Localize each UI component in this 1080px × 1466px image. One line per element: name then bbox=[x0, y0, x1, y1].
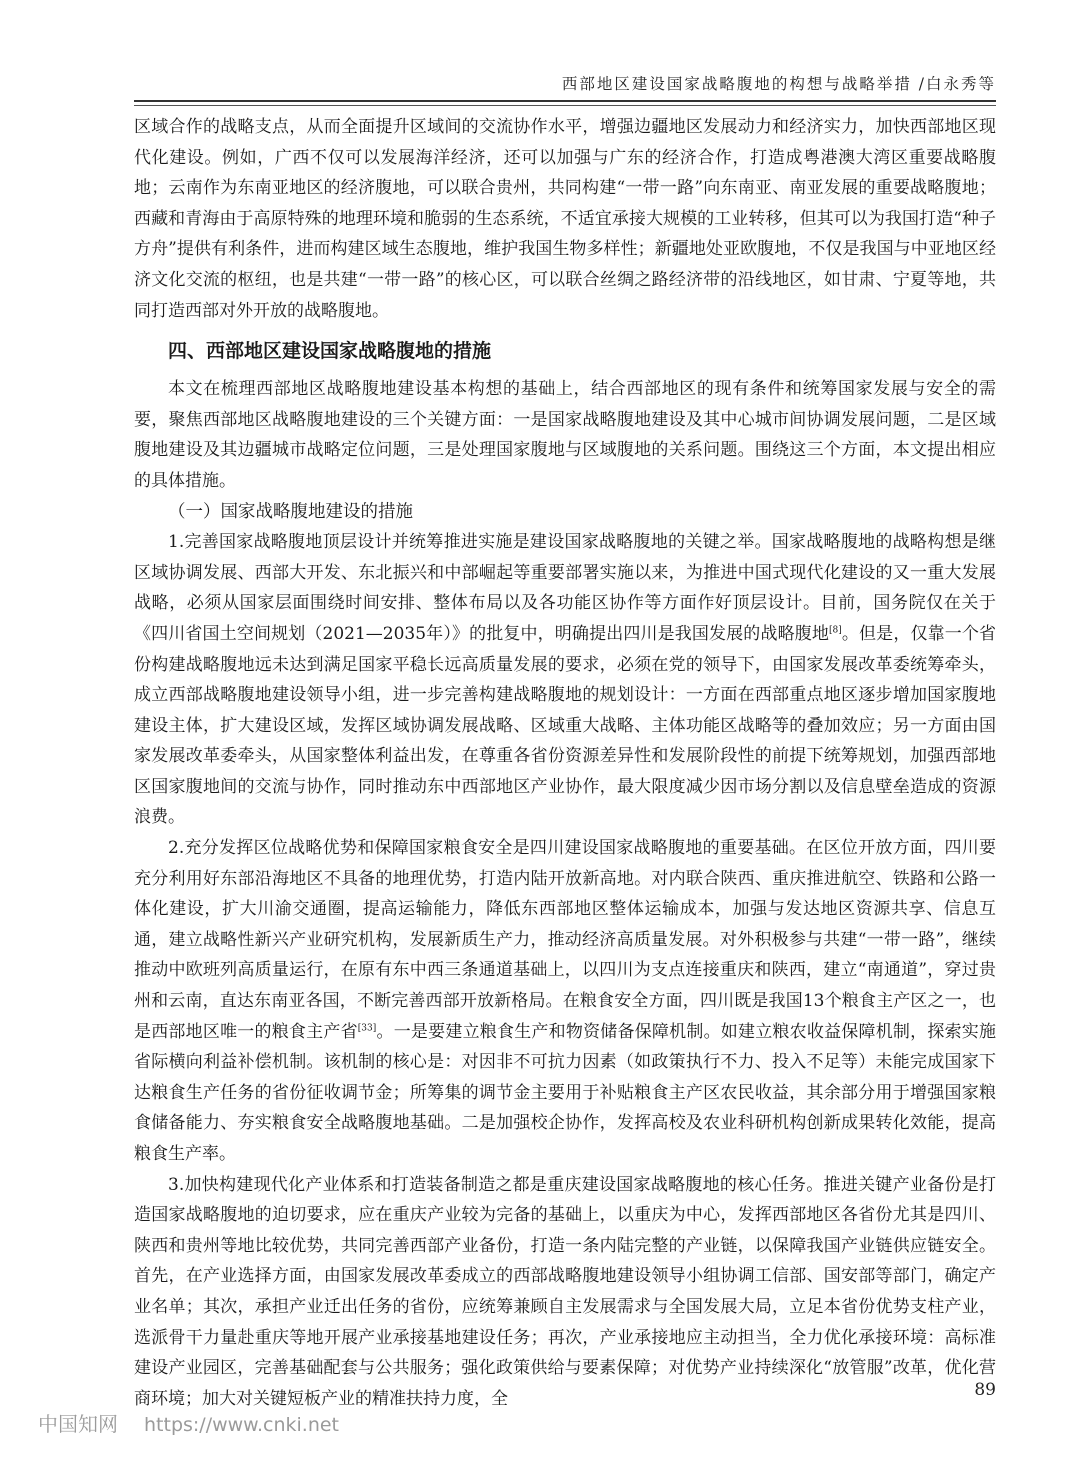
section-heading: 四、西部地区建设国家战略腹地的措施 bbox=[168, 340, 492, 363]
header-rule-thick bbox=[134, 100, 996, 102]
watermark-url: https://www.cnki.net bbox=[144, 1414, 340, 1436]
watermark-brand: 中国知网 bbox=[38, 1412, 118, 1436]
paragraph-measure-2-text-b: 。一是要建立粮食生产和物资储备保障机制。如建立粮农收益保障机制，探索实施省际横向利益补偿机制。该机制的核心是：对因非不可抗力因素（如政策执行不力、投入不足等）未能完成国家下达粮食生产任务的省份征收调节金；所筹集的调节金主要用于补贴粮食主产区农民收益，其余部分用于增强国家粮食储备能力、夯实粮食安全战略腹地基础。二是加强校企协作，发挥高校及农业科研机构创新成果转化效能，提高粮食生产率。 bbox=[134, 1021, 997, 1164]
paragraph-intro: 本文在梳理西部地区战略腹地建设基本构想的基础上，结合西部地区的现有条件和统筹国家发展与安全的需要，聚焦西部地区战略腹地建设的三个关键方面：一是国家战略腹地建设及其中心城市间协调发展问题，二是区域腹地建设及其边疆城市战略定位问题，三是处理国家腹地与区域腹地的关系问题。围绕这三个方面，本文提出相应的具体措施。 bbox=[134, 379, 996, 491]
paragraph-measure-1-text-b: 。但是，仅靠一个省份构建战略腹地远未达到满足国家平稳长远高质量发展的要求，必须在党的领导下，由国家发展改革委统筹牵头，成立西部战略腹地建设领导小组，进一步完善构建战略腹地的规划设计：一方面在西部重点地区逐步增加国家腹地建设主体，扩大建设区域，发挥区域协调发展战略、区域重大战略、主体功能区战略等的叠加效应；另一方面由国家发展改革委牵头，从国家整体利益出发，在尊重各省份资源差异性和发展阶段性的前提下统筹规划，加强西部地区国家腹地间的交流与协作，同时推动东中西部地区产业协作，最大限度减少因市场分割以及信息壁垒造成的资源浪费。 bbox=[134, 623, 997, 828]
paragraph-measure-1 bbox=[134, 527, 996, 833]
paragraph-measure-2-text-a: 2.充分发挥区位战略优势和保障国家粮食安全是四川建设国家战略腹地的重要基础。在区位开放方面，四川要充分利用好东部沿海地区不具备的地理优势，打造内陆开放新高地。对内联合陕西、重庆推进航空、铁路和公路一体化建设，扩大川渝交通圈，提高运输能力，降低东西部地区整体运输成本，加强与发达地区资源共享、信息互通，建立战略性新兴产业研究机构，发展新质生产力，推动经济高质量发展。对外积极参与共建“一带一路”，继续推动中欧班列高质量运行，在原有东中西三条通道基础上，以四川为支点连接重庆和陕西，建立“南通道”，穿过贵州和云南，直达东南亚各国，不断完善西部开放新格局。在粮食安全方面，四川既是我国13个粮食主产区之一，也是西部地区唯一的粮食主产省 bbox=[134, 838, 996, 1042]
article-body bbox=[134, 112, 996, 1414]
citation-ref-33: [33] bbox=[357, 1022, 377, 1033]
header-rule-thin bbox=[134, 105, 996, 106]
subsection-heading: （一）国家战略腹地建设的措施 bbox=[168, 501, 413, 522]
running-header: 西部地区建设国家战略腹地的构想与战略举措 /白永秀等 bbox=[561, 75, 996, 93]
paragraph-measure-2 bbox=[134, 833, 996, 1170]
paragraph-measure-3: 3.加快构建现代化产业体系和打造装备制造之都是重庆建设国家战略腹地的核心任务。推进关键产业备份是打造国家战略腹地的迫切要求，应在重庆产业较为完备的基础上，以重庆为中心，发挥西部地区各省份尤其是四川、陕西和贵州等地比较优势，共同完善西部产业备份，打造一条内陆完整的产业链，以保障我国产业链供应链安全。首先，在产业选择方面，由国家发展改革委成立的西部战略腹地建设领导小组协调工信部、国安部等部门，确定产业名单；其次，承担产业迁出任务的省份，应统筹兼顾自主发展需求与全国发展大局，立足本省份优势支柱产业，选派骨干力量赴重庆等地开展产业承接基地建设任务；再次，产业承接地应主动担当，全力优化承接环境：高标准建设产业园区，完善基础配套与公共服务；强化政策供给与要素保障；对优势产业持续深化“放管服”改革，优化营商环境；加大对关键短板产业的精准扶持力度，全 bbox=[134, 1174, 996, 1409]
paragraph-measure-1-text-a: 1.完善国家战略腹地顶层设计并统筹推进实施是建设国家战略腹地的关键之举。国家战略腹地的战略构想是继区域协调发展、西部大开发、东北振兴和中部崛起等重要部署实施以来，为推进中国式现代化建设的又一重大发展战略，必须从国家层面围绕时间安排、整体布局以及各功能区协作等方面作好顶层设计。目前，国务院仅在关于《四川省国土空间规划（2021—2035年）》的批复中，明确提出四川是我国发展的战略腹地 bbox=[134, 532, 996, 644]
citation-ref-8: [8] bbox=[829, 625, 842, 636]
page-number: 89 bbox=[974, 1380, 996, 1400]
cnki-watermark bbox=[38, 1408, 339, 1437]
paragraph-continued: 区域合作的战略支点，从而全面提升区域间的交流协作水平，增强边疆地区发展动力和经济实力，加快西部地区现代化建设。例如，广西不仅可以发展海洋经济，还可以加强与广东的经济合作，打造成粤港澳大湾区重要战略腹地；云南作为东南亚地区的经济腹地，可以联合贵州，共同构建“一带一路”向东南亚、南亚发展的重要战略腹地；西藏和青海由于高原特殊的地理环境和脆弱的生态系统，不适宜承接大规模的工业转移，但其可以为我国打造“种子方舟”提供有利条件，进而构建区域生态腹地，维护我国生物多样性；新疆地处亚欧腹地，不仅是我国与中亚地区经济文化交流的枢纽，也是共建“一带一路”的核心区，可以联合丝绸之路经济带的沿线地区，如甘肃、宁夏等地，共同打造西部对外开放的战略腹地。 bbox=[134, 117, 996, 321]
